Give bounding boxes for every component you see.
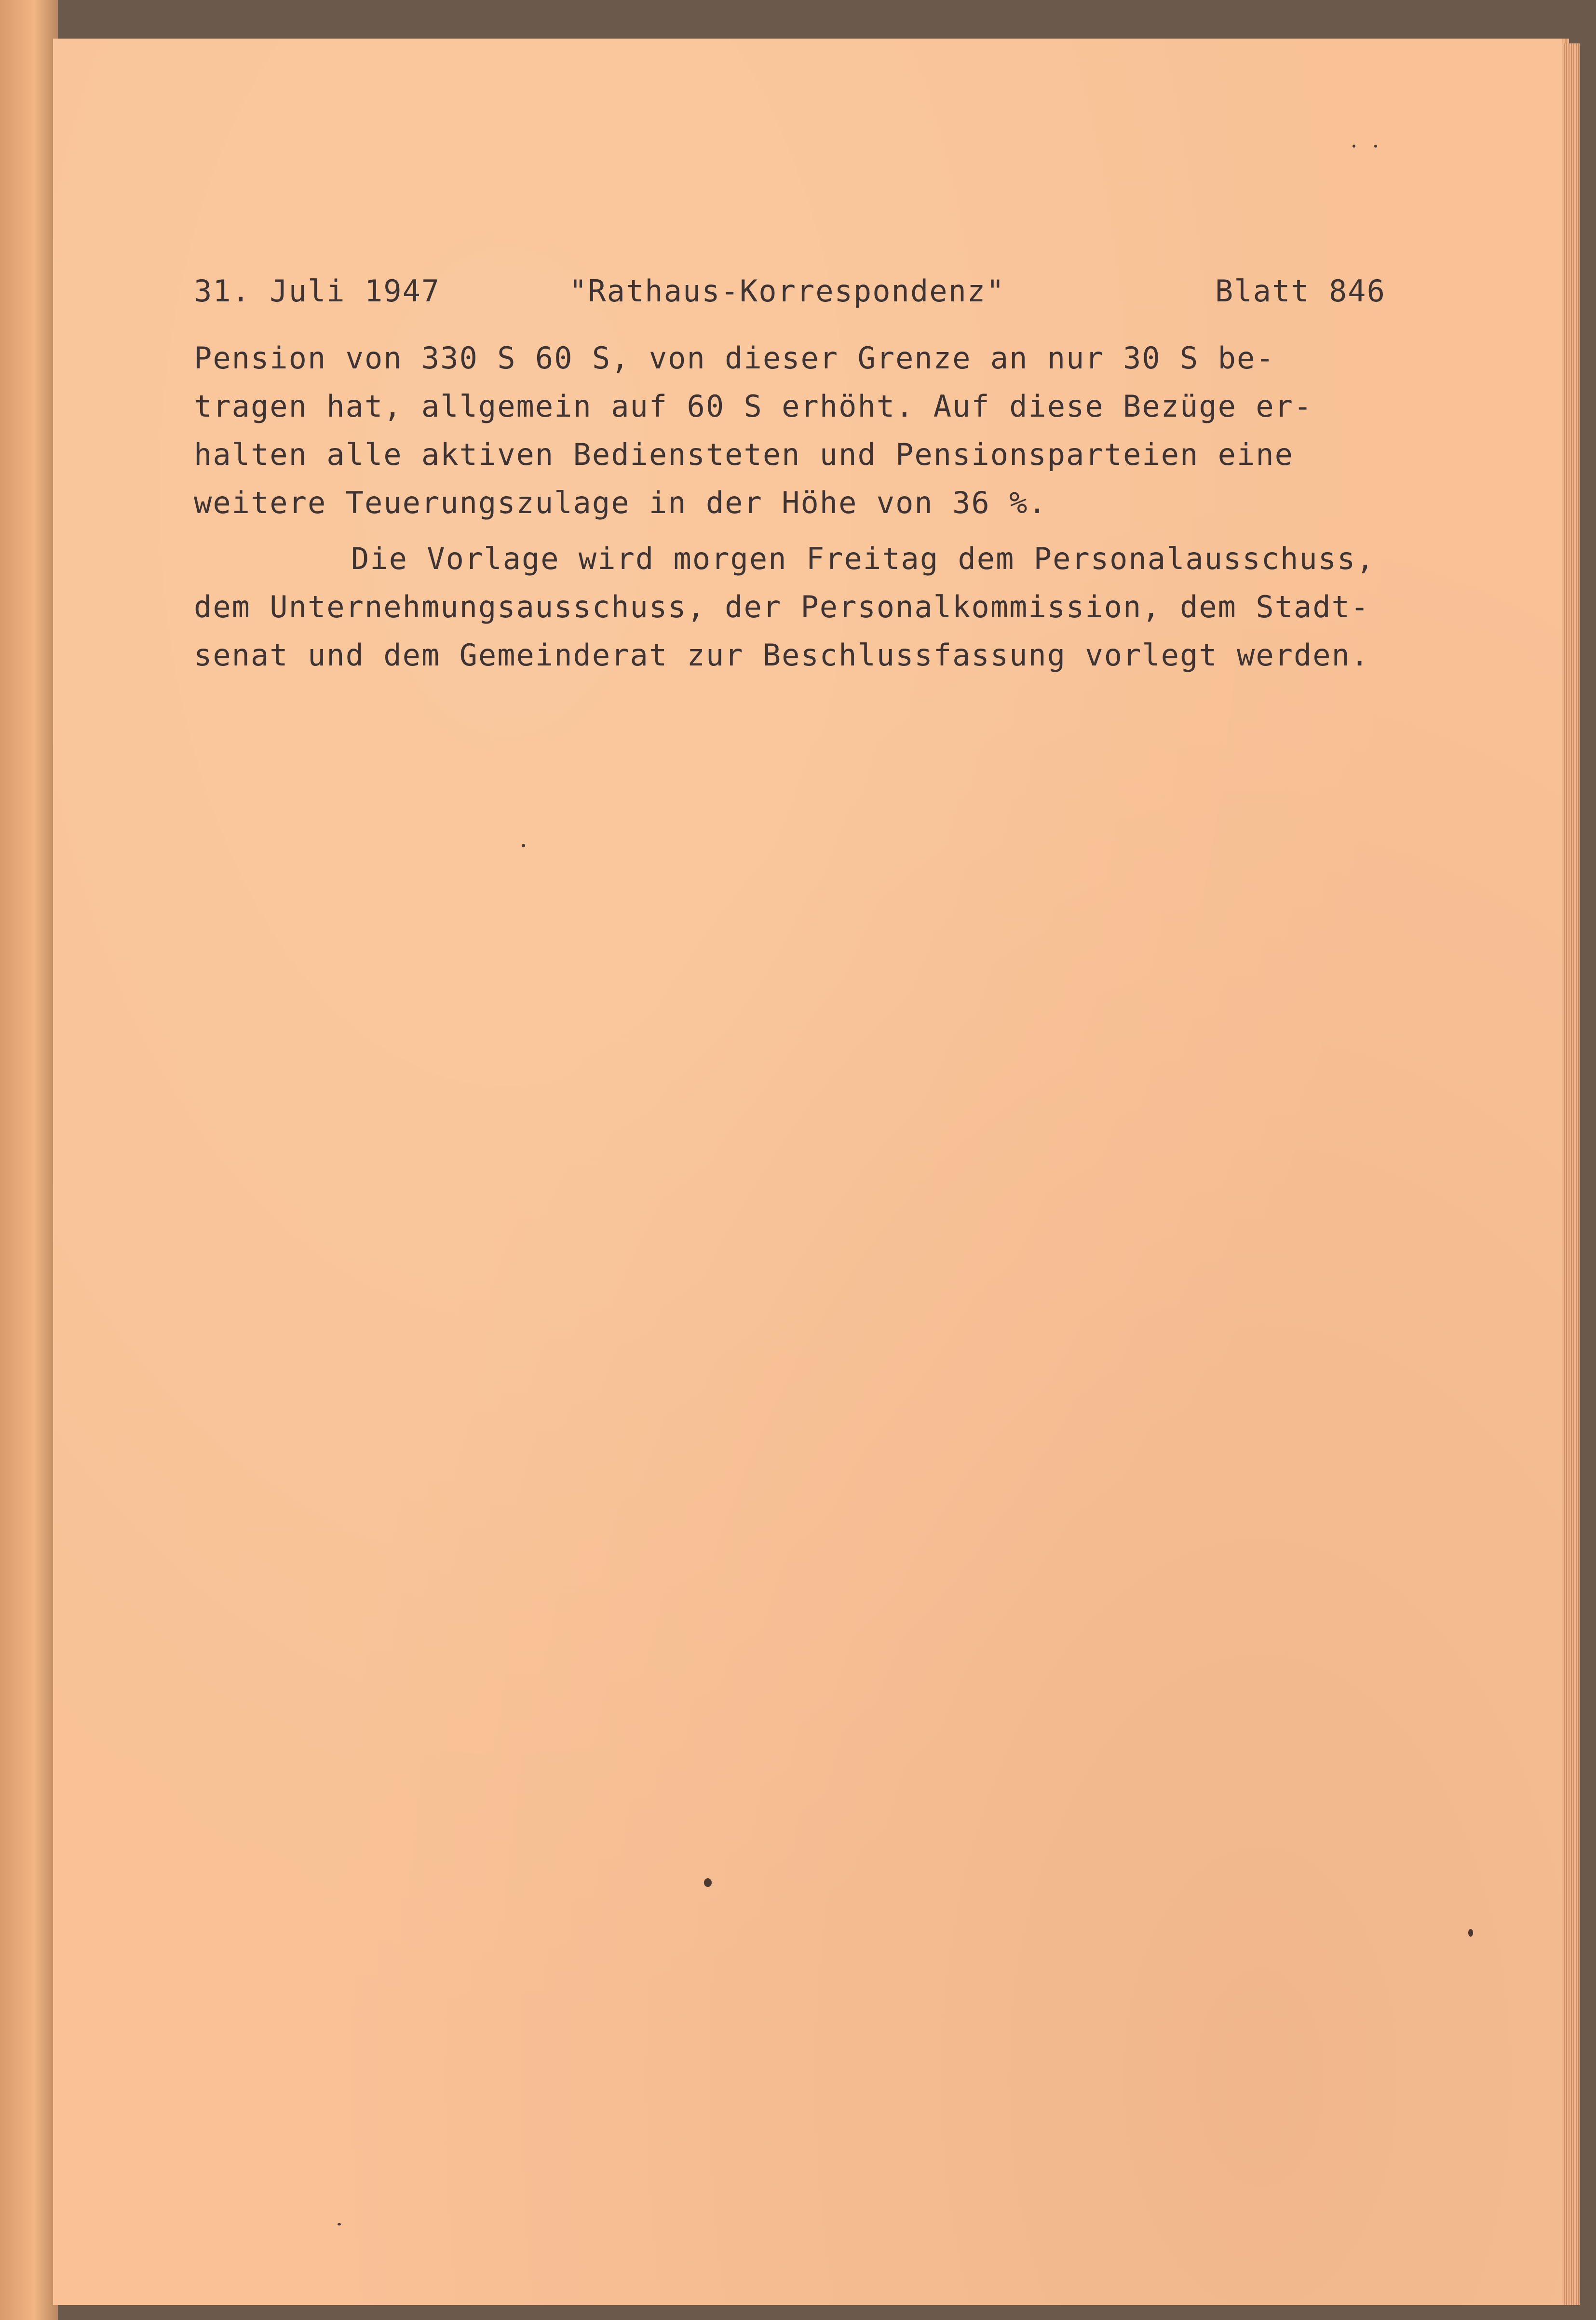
binding-strip: [0, 0, 58, 2320]
body-line: weitere Teuerungszulage in der Höhe von 36 %.: [194, 485, 1047, 520]
header-date: 31. Juli 1947: [194, 273, 441, 309]
body-line: halten alle aktiven Bediensteten und Pensionsparteien eine: [194, 437, 1294, 472]
paper-speck: [522, 844, 525, 847]
page-edges: [1562, 43, 1580, 2305]
paper-speck: [1353, 145, 1355, 148]
paper-speck: [338, 2223, 341, 2225]
paper-sheet: [53, 39, 1562, 2305]
header-sheet-number: Blatt 846: [1215, 273, 1386, 309]
body-line: tragen hat, allgemein auf 60 S erhöht. Auf diese Bezüge er-: [194, 389, 1313, 424]
body-line: Die Vorlage wird morgen Freitag dem Personalausschuss,: [351, 541, 1375, 576]
paper-speck: [1374, 145, 1377, 148]
body-line: senat und dem Gemeinderat zur Beschlussfassung vorlegt werden.: [194, 638, 1370, 673]
body-line: Pension von 330 S 60 S, von dieser Grenze an nur 30 S be-: [194, 340, 1275, 376]
header-title: "Rathaus-Korrespondenz": [569, 273, 1005, 309]
paper-speck: [1468, 1929, 1473, 1937]
body-line: dem Unternehmungsausschuss, der Personalkommission, dem Stadt-: [194, 589, 1370, 624]
paper-speck: [704, 1878, 712, 1887]
